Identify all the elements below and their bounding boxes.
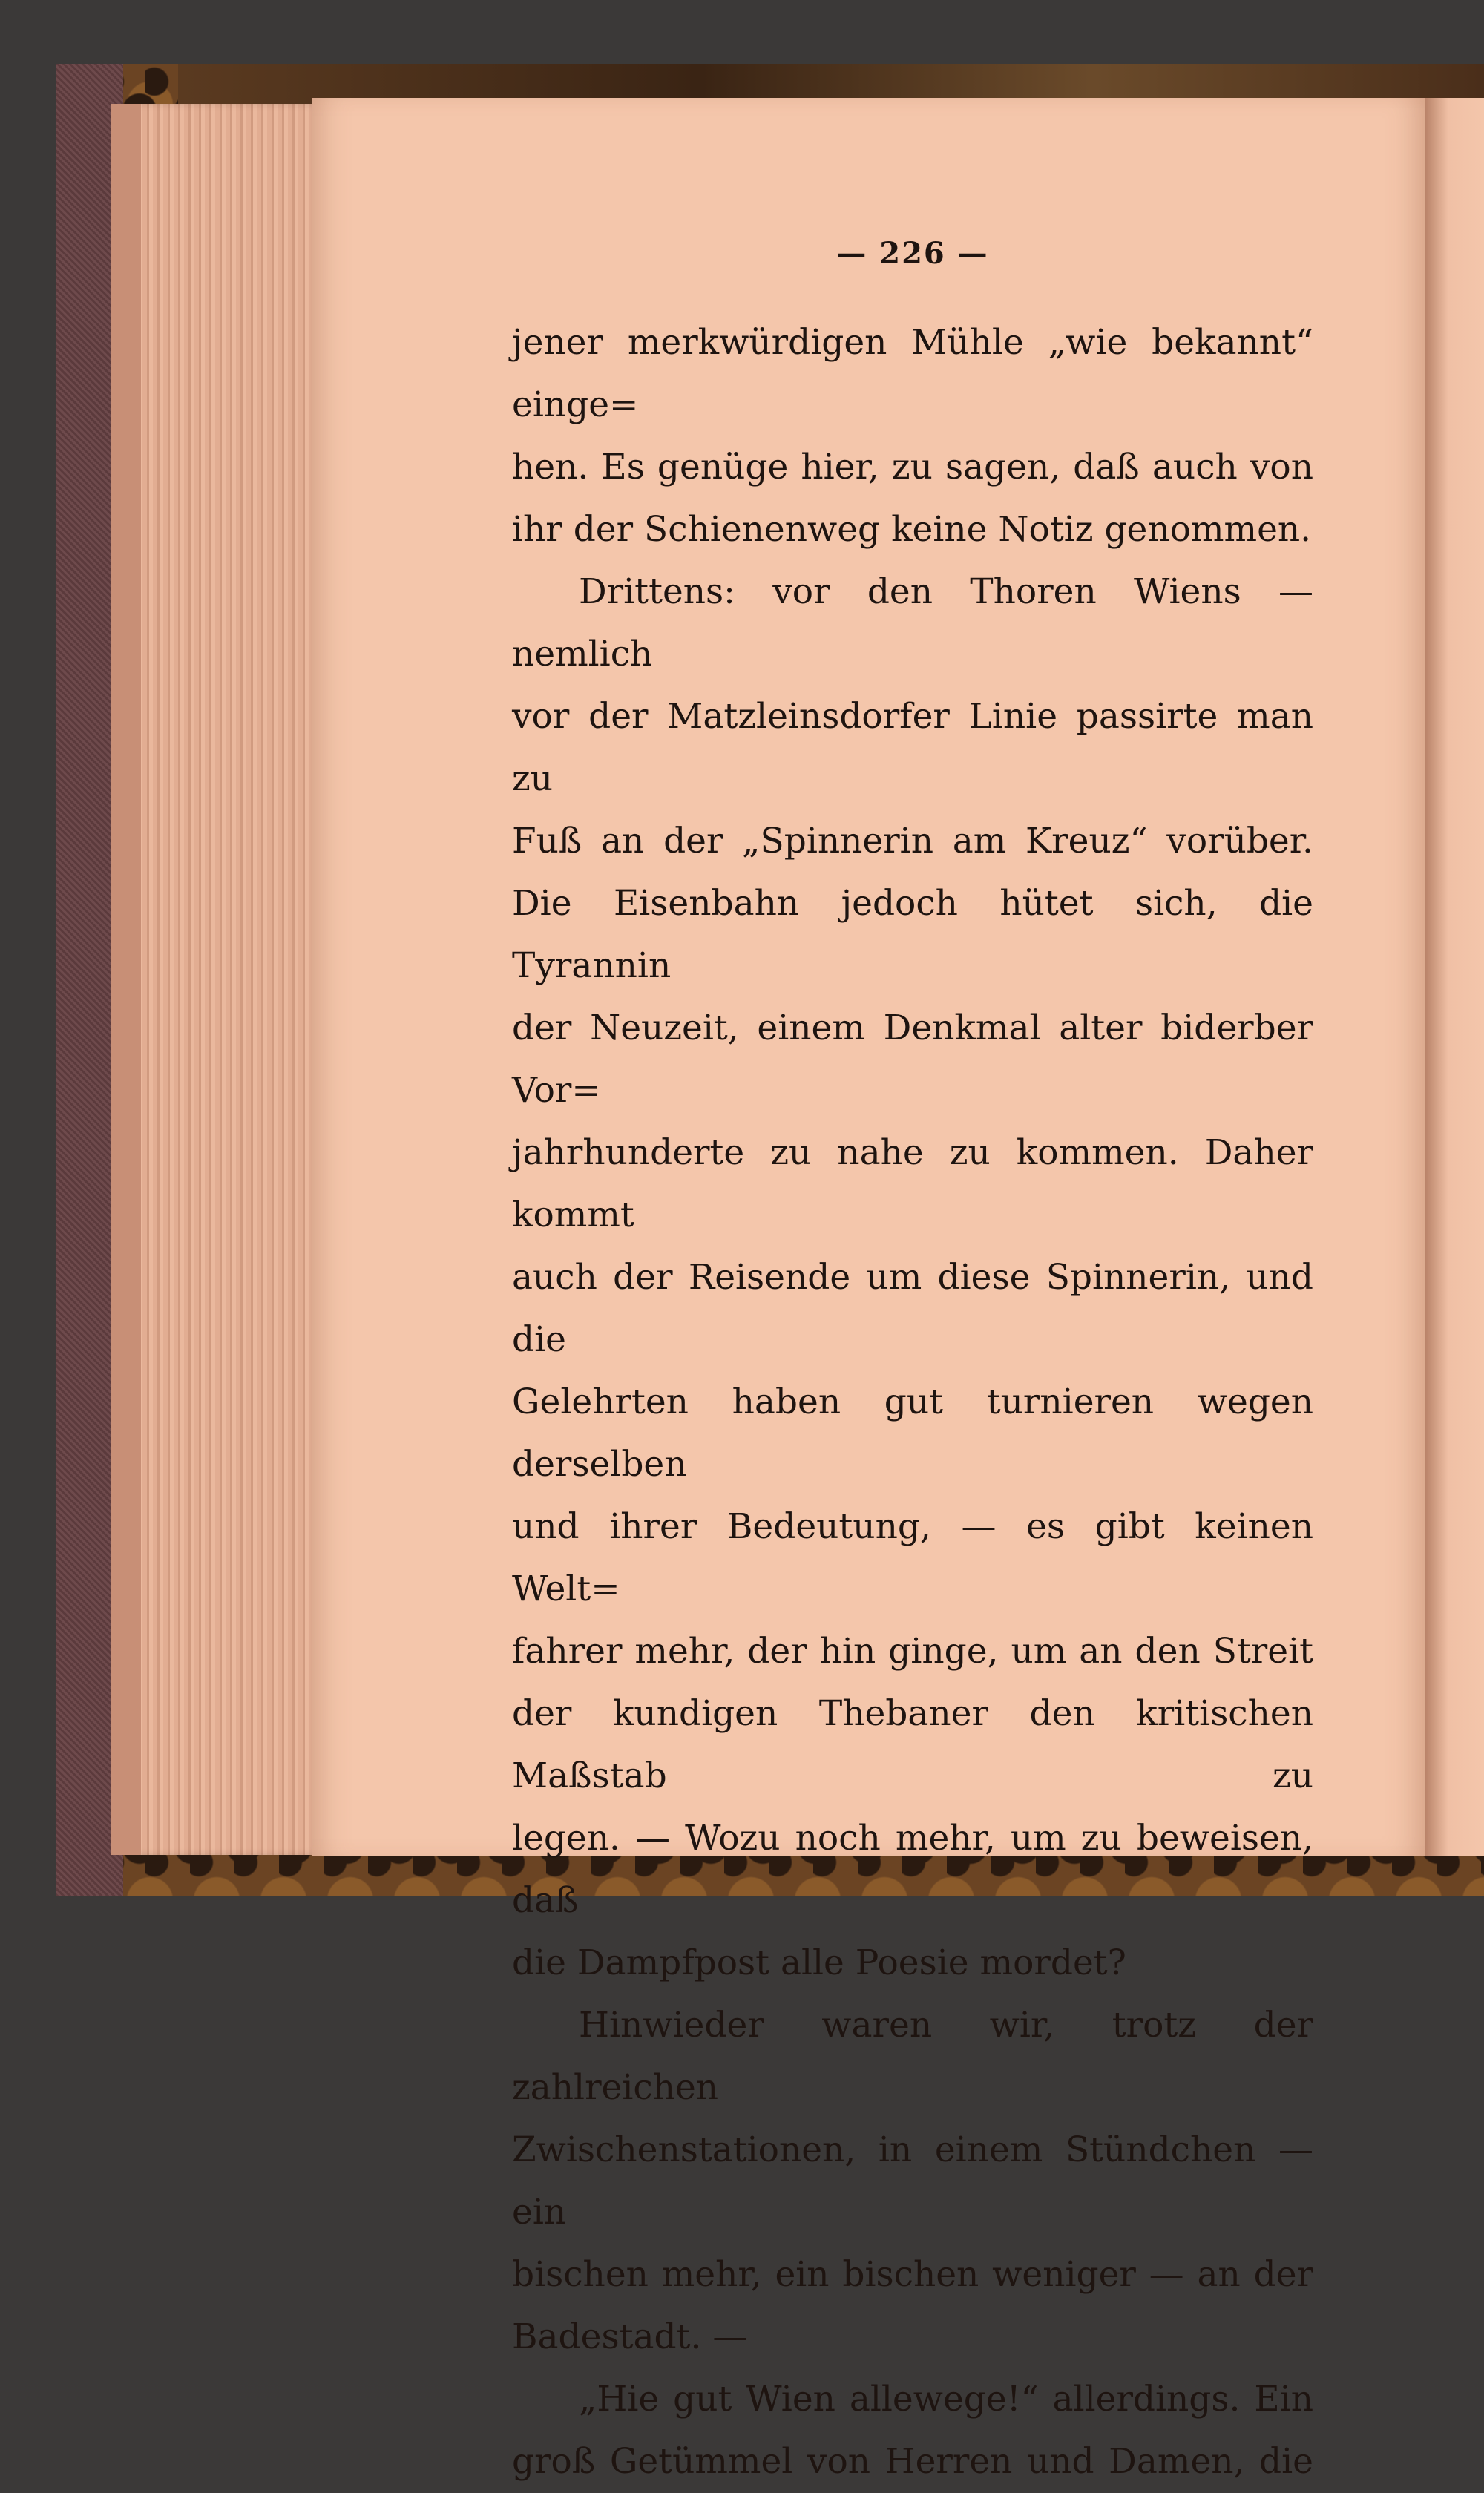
paragraph xyxy=(512,561,1313,1994)
page-number: — 226 — xyxy=(836,236,989,271)
text-line: Zwischenstationen, in einem Stündchen — ein xyxy=(512,2129,1313,2233)
text-line: legen. — Wozu noch mehr, um zu beweisen, daß xyxy=(512,1818,1313,1921)
paragraph xyxy=(512,2368,1313,2493)
text-line: die Dampfpost alle Poesie mordet? xyxy=(512,1942,1126,1983)
facing-page-edge xyxy=(1425,98,1484,1856)
text-line: Gelehrten haben gut turnieren wegen derselben xyxy=(512,1382,1313,1485)
text-line: auch der Reisende um diese Spinnerin, und die xyxy=(512,1257,1313,1360)
text-line: Die Eisenbahn jedoch hütet sich, die Tyrannin xyxy=(512,883,1313,986)
page-body-text xyxy=(512,312,1313,2482)
text-line: groß Getümmel von Herren und Damen, die xyxy=(512,2441,1313,2482)
paragraph xyxy=(512,1994,1313,2368)
paragraph xyxy=(512,312,1313,561)
text-line: „Hie gut Wien allewege!“ allerdings. Ein xyxy=(579,2379,1313,2420)
text-line: jahrhunderte zu nahe zu kommen. Daher kommt xyxy=(512,1132,1313,1235)
page-edges-shadow xyxy=(111,104,141,1855)
text-line: vor der Matzleinsdorfer Linie passirte man zu xyxy=(512,696,1313,799)
text-line: und ihrer Bedeutung, — es gibt keinen Welt= xyxy=(512,1506,1313,1609)
text-line: Fuß an der „Spinnerin am Kreuz“ vorüber. xyxy=(512,821,1313,861)
text-line: hen. Es genüge hier, zu sagen, daß auch von xyxy=(512,447,1313,487)
text-line: bischen mehr, ein bischen weniger — an der xyxy=(512,2254,1313,2295)
text-line: der kundigen Thebaner den kritischen Maßstab zu xyxy=(512,1693,1313,1796)
text-line: der Neuzeit, einem Denkmal alter biderber Vor= xyxy=(512,1008,1313,1111)
text-line: ihr der Schienenweg keine Notiz genommen. xyxy=(512,509,1312,550)
text-line: Hinwieder waren wir, trotz der zahlreichen xyxy=(512,2005,1313,2108)
text-line: jener merkwürdigen Mühle „wie bekannt“ einge= xyxy=(512,322,1313,425)
text-line: Badestadt. — xyxy=(512,2316,748,2357)
text-line: Drittens: vor den Thoren Wiens — nemlich xyxy=(512,571,1313,674)
text-line: fahrer mehr, der hin ginge, um an den Streit xyxy=(512,1631,1313,1672)
page-edges xyxy=(111,104,319,1855)
